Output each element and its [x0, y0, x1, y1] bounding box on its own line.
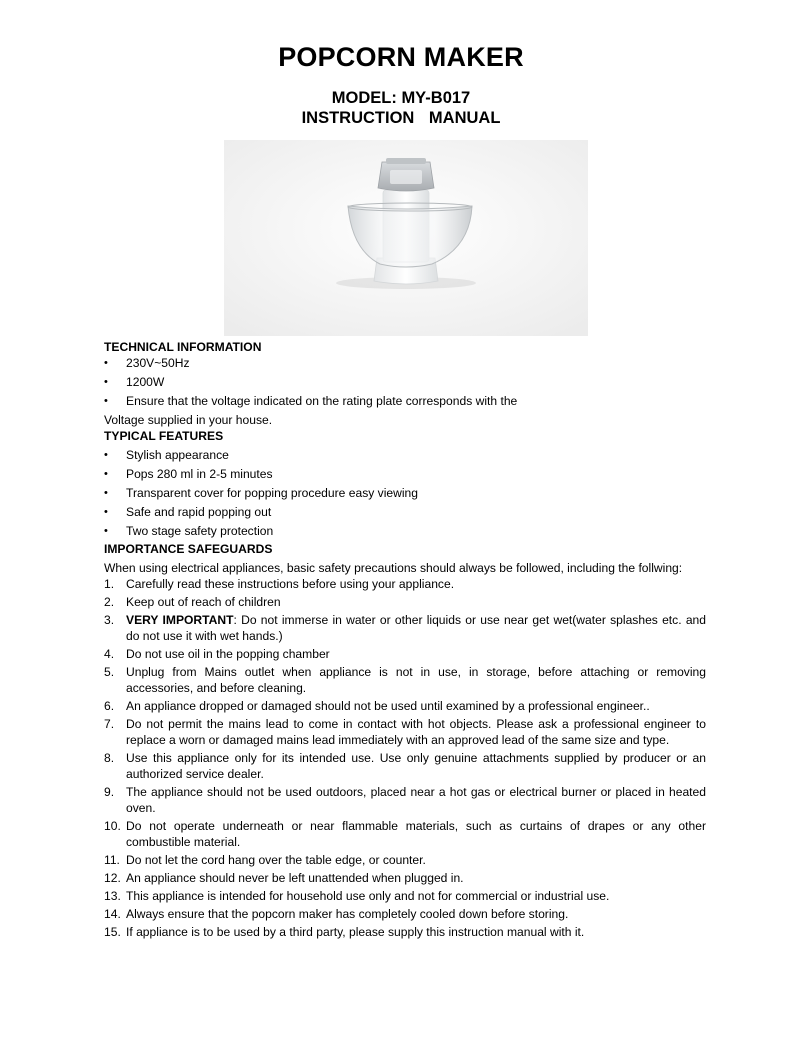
list-item: • Transparent cover for popping procedure easy viewing: [104, 485, 706, 501]
safeguard-item: [104, 716, 706, 748]
item-text: Do not let the cord hang over the table edge, or counter.: [126, 853, 426, 867]
technical-heading: TECHNICAL INFORMATION: [104, 340, 262, 354]
safeguard-item: [104, 852, 706, 868]
safeguards-intro: When using electrical appliances, basic safety precautions should always be followed, including the follwing:: [104, 561, 683, 575]
safeguard-item: [104, 612, 706, 644]
item-number: 7.: [104, 717, 115, 731]
item-number: 11.: [104, 853, 120, 867]
item-number: 6.: [104, 699, 115, 713]
safeguard-item: [104, 888, 706, 904]
item-text: This appliance is intended for household use only and not for commercial or industrial use.: [126, 889, 610, 903]
item-number: 5.: [104, 665, 115, 679]
safeguard-item: [104, 784, 706, 816]
list-item: • Stylish appearance: [104, 447, 706, 463]
item-text: Unplug from Mains outlet when appliance is not in use, in storage, before attaching or removing accessories, and before cleaning.: [126, 665, 706, 695]
item-text: An appliance should never be left unattended when plugged in.: [126, 871, 464, 885]
item-text: Always ensure that the popcorn maker has completely cooled down before storing.: [126, 907, 569, 921]
item-text: Do not permit the mains lead to come in contact with hot objects. Please ask a professional engineer to replace a worn or damaged mains lead immediately with an approved lead of the same size and type.: [126, 717, 706, 747]
item-number: 8.: [104, 751, 115, 765]
safeguards-heading: IMPORTANCE SAFEGUARDS: [104, 542, 273, 556]
document-title: POPCORN MAKER: [278, 42, 524, 72]
manual-content: [104, 339, 706, 940]
item-text: : Do not immerse in water or other liquids or use near get wet(water splashes etc. and do not use it with wet hands.): [126, 613, 706, 643]
features-heading: TYPICAL FEATURES: [104, 429, 224, 443]
item-text: If appliance is to be used by a third party, please supply this instruction manual with it.: [126, 925, 585, 939]
safeguard-item: [104, 906, 706, 922]
safeguard-item: [104, 664, 706, 696]
item-emphasis: VERY IMPORTANT: [126, 613, 234, 627]
safeguard-item: [104, 924, 706, 940]
item-number: 15.: [104, 925, 121, 939]
item-number: 4.: [104, 647, 115, 661]
list-item: • 1200W: [104, 374, 706, 390]
item-number: 3.: [104, 613, 115, 627]
item-number: 9.: [104, 785, 115, 799]
item-text: Do not operate underneath or near flammable materials, such as curtains of drapes or any other combustible material.: [126, 819, 706, 849]
item-number: 2.: [104, 595, 115, 609]
list-item: • Two stage safety protection: [104, 523, 706, 539]
list-item: • 230V~50Hz: [104, 355, 706, 371]
item-number: 1.: [104, 577, 115, 591]
safeguard-item: [104, 750, 706, 782]
safeguard-item: [104, 698, 706, 714]
model-number: MODEL: MY-B017: [331, 89, 471, 107]
voltage-continuation: Voltage supplied in your house.: [104, 413, 273, 427]
item-text: An appliance dropped or damaged should not be used until examined by a professional engineer..: [126, 699, 650, 713]
safeguard-item: [104, 818, 706, 850]
item-number: 12.: [104, 871, 121, 885]
safeguard-item: [104, 870, 706, 886]
list-item: • Pops 280 ml in 2-5 minutes: [104, 466, 706, 482]
list-item: • Ensure that the voltage indicated on the rating plate corresponds with the: [104, 393, 706, 409]
item-number: 10.: [104, 819, 121, 833]
item-number: 14.: [104, 907, 121, 921]
item-number: 13.: [104, 889, 121, 903]
item-text: Use this appliance only for its intended use. Use only genuine attachments supplied by producer or an authorized service dealer.: [126, 751, 706, 781]
manual-subtitle: INSTRUCTION MANUAL: [301, 109, 501, 127]
safeguard-item: [104, 594, 706, 610]
item-text: Carefully read these instructions before using your appliance.: [126, 577, 455, 591]
safeguard-item: [104, 576, 706, 592]
item-text: The appliance should not be used outdoors, placed near a hot gas or electrical burner or placed in heated oven.: [126, 785, 706, 815]
safeguard-item: [104, 646, 706, 662]
item-text: Keep out of reach of children: [126, 595, 281, 609]
popcorn-maker-photo: [224, 140, 588, 336]
item-text: Do not use oil in the popping chamber: [126, 647, 330, 661]
list-item: • Safe and rapid popping out: [104, 504, 706, 520]
